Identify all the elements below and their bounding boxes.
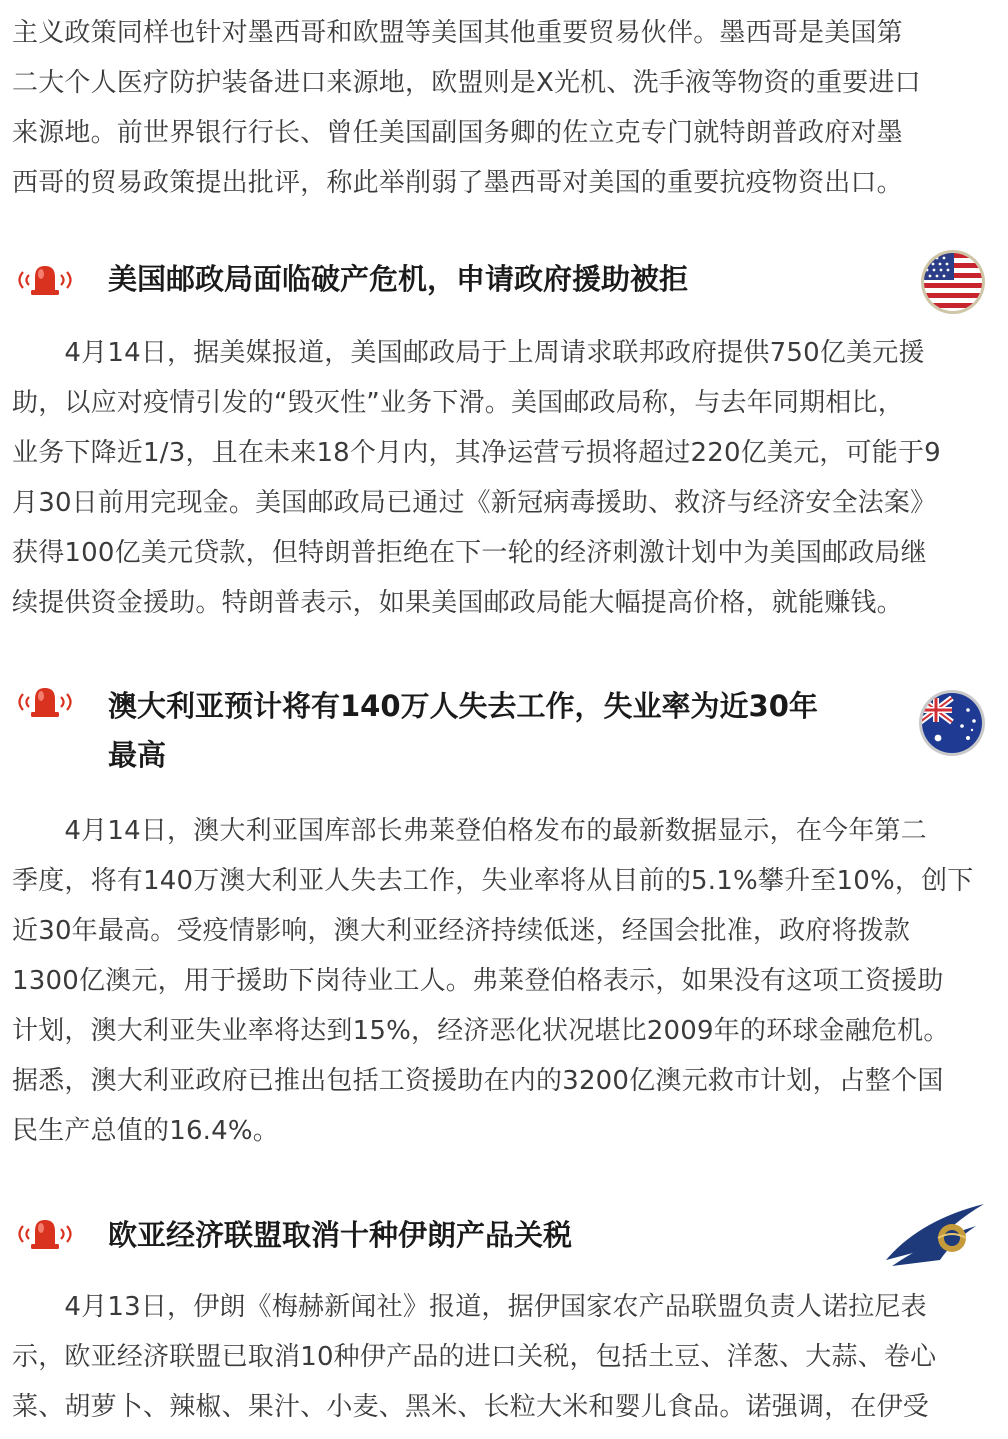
paragraph-line: 民生产总值的16.4%。 <box>12 1116 279 1146</box>
paragraph-line: 据悉，澳大利亚政府已推出包括工资援助在内的3200亿澳元救市计划，占整个国 <box>12 1066 944 1096</box>
paragraph-line: 季度，将有140万澳大利亚人失去工作，失业率将从目前的5.1%攀升至10%，创下 <box>12 866 974 896</box>
paragraph-line: 来源地。前世界银行行长、曾任美国副国务卿的佐立克专门就特朗普政府对墨 <box>12 118 903 148</box>
paragraph-line: 月30日前用完现金。美国邮政局已通过《新冠病毒援助、救济与经济安全法案》 <box>12 488 937 518</box>
alarm-bell-icon <box>12 1214 78 1254</box>
section-body-usps <box>12 328 996 628</box>
eaeu-emblem-icon <box>880 1200 992 1276</box>
intro-paragraph <box>12 8 996 208</box>
paragraph-line: 续提供资金援助。特朗普表示，如果美国邮政局能大幅提高价格，就能赚钱。 <box>12 588 903 618</box>
paragraph-line: 示，欧亚经济联盟已取消10种伊产品的进口关税，包括土豆、洋葱、大蒜、卷心 <box>12 1342 937 1372</box>
paragraph-line: 主义政策同样也针对墨西哥和欧盟等美国其他重要贸易伙伴。墨西哥是美国第 <box>12 18 903 48</box>
section-heading-australia <box>0 678 1008 782</box>
paragraph-line: 4月14日，澳大利亚国库部长弗莱登伯格发布的最新数据显示，在今年第二 <box>12 816 927 846</box>
section-heading-usps <box>0 250 1008 314</box>
section-title: 欧亚经济联盟取消十种伊朗产品关税 <box>108 1218 573 1252</box>
paragraph-line: 4月13日，伊朗《梅赫新闻社》报道，据伊国家农产品联盟负责人诺拉尼表 <box>12 1292 927 1322</box>
section-body-eaeu <box>12 1282 996 1432</box>
australia-flag-icon <box>916 690 988 756</box>
usa-flag-icon <box>918 250 988 314</box>
alarm-bell-icon <box>12 682 78 722</box>
section-body-australia <box>12 806 996 1156</box>
paragraph-line: 近30年最高。受疫情影响，澳大利亚经济持续低迷，经国会批准，政府将拨款 <box>12 916 911 946</box>
paragraph-line: 菜、胡萝卜、辣椒、果汁、小麦、黑米、长粒大米和婴儿食品。诺强调，在伊受 <box>12 1392 930 1422</box>
alarm-bell-icon <box>12 260 78 300</box>
paragraph-line: 西哥的贸易政策提出批评，称此举削弱了墨西哥对美国的重要抗疫物资出口。 <box>12 168 903 198</box>
section-title-continued: 最高 <box>108 738 167 772</box>
paragraph-line: 业务下降近1/3，且在未来18个月内，其净运营亏损将超过220亿美元，可能于9 <box>12 438 941 468</box>
section-heading-eaeu <box>0 1204 1008 1270</box>
paragraph-line: 4月14日，据美媒报道，美国邮政局于上周请求联邦政府提供750亿美元援 <box>12 338 925 368</box>
paragraph-line: 二大个人医疗防护装备进口来源地，欧盟则是X光机、洗手液等物资的重要进口 <box>12 68 921 98</box>
paragraph-line: 获得100亿美元贷款，但特朗普拒绝在下一轮的经济刺激计划中为美国邮政局继 <box>12 538 927 568</box>
paragraph-line: 1300亿澳元，用于援助下岗待业工人。弗莱登伯格表示，如果没有这项工资援助 <box>12 966 944 996</box>
section-title: 澳大利亚预计将有140万人失去工作，失业率为近30年 <box>108 689 818 723</box>
section-title: 美国邮政局面临破产危机，申请政府援助被拒 <box>108 262 689 296</box>
paragraph-line: 计划，澳大利亚失业率将达到15%，经济恶化状况堪比2009年的环球金融危机。 <box>12 1016 950 1046</box>
paragraph-line: 助，以应对疫情引发的“毁灭性”业务下滑。美国邮政局称，与去年同期相比， <box>12 388 904 418</box>
